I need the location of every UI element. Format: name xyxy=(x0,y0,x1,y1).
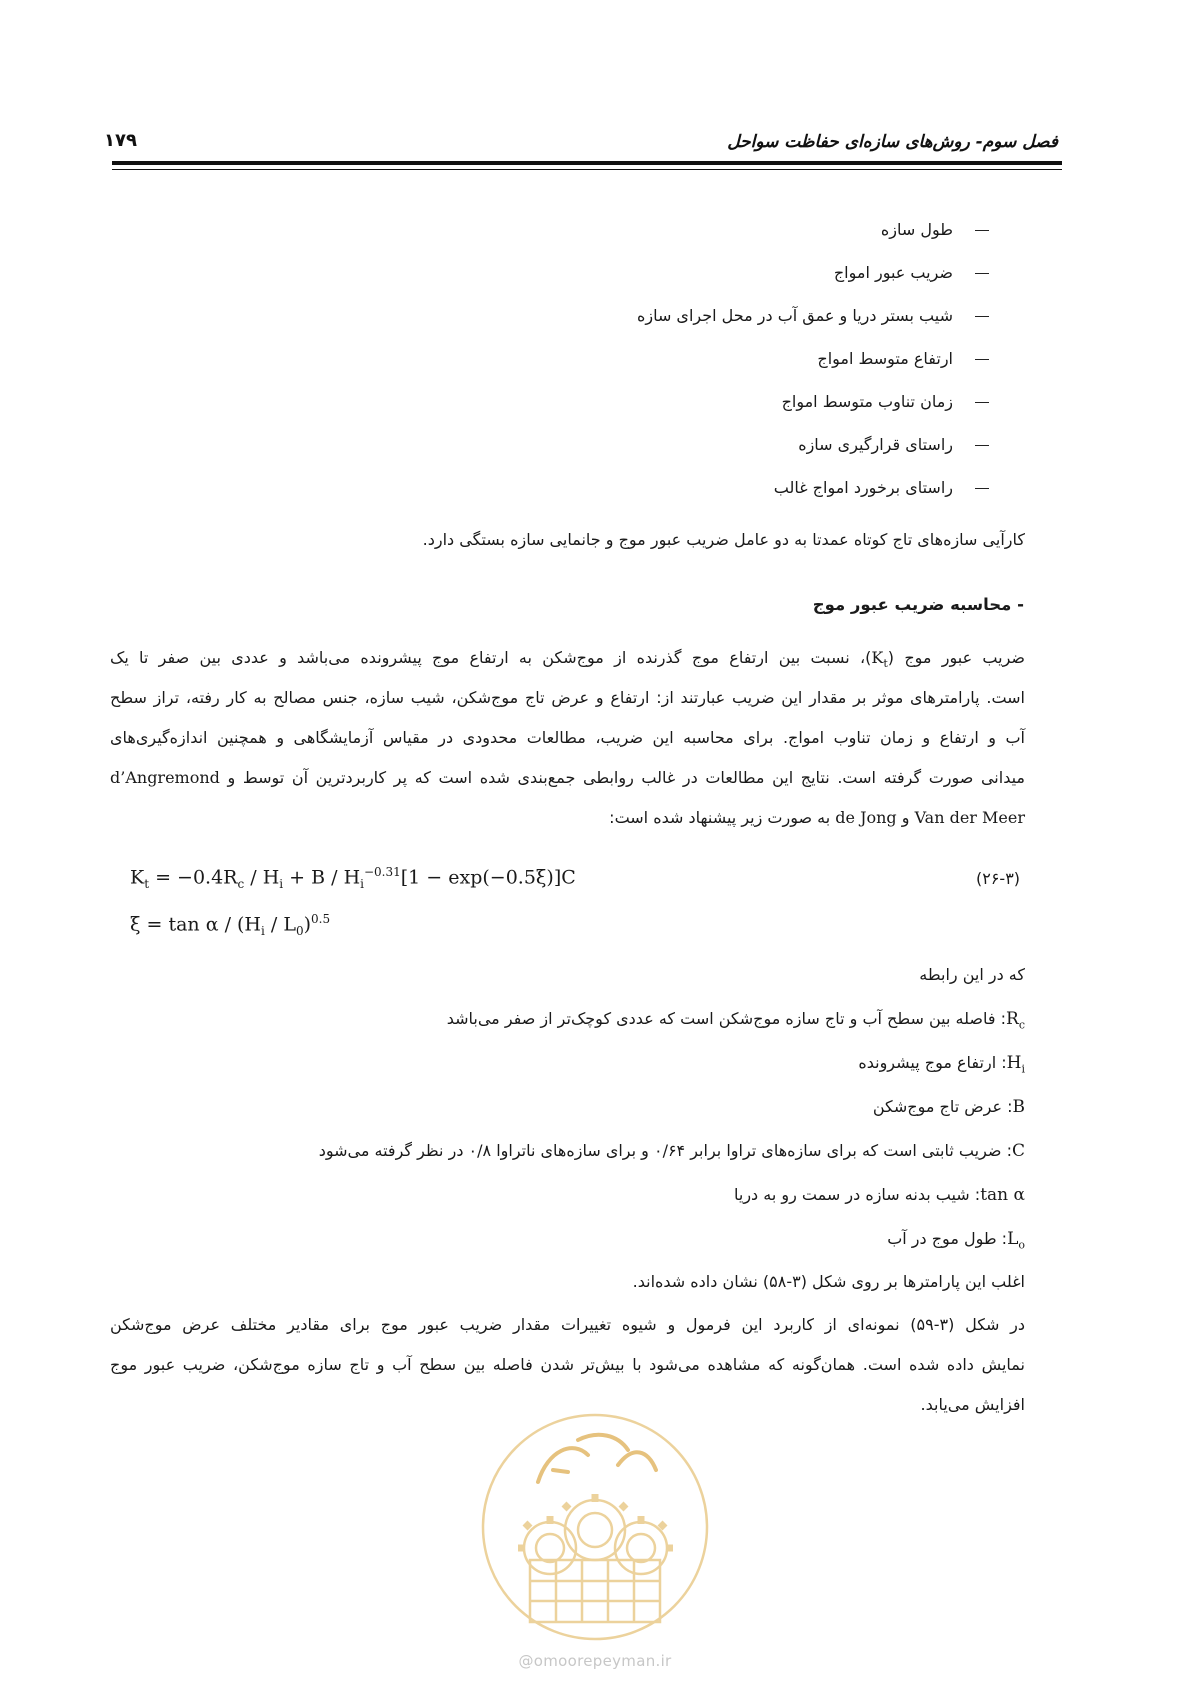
paragraph-line: نمایش داده شده است. همان‌گونه که مشاهده می‌شود با بیش‌تر شدن فاصله بین سطح آب و تاج سازه موج‌شکن، ضریب عبور موج xyxy=(110,1355,1025,1374)
page-number: ۱۷۹ xyxy=(104,130,137,151)
equation-transmission-coefficient: $K_t = -0.4R_c / H_i + B / H_i^{-0.31}[1 - \exp(-0.5\xi)]C$ xyxy=(130,865,576,892)
figure-reference: اغلب این پارامترها بر روی شکل (۳-۵۸) نشان داده شده‌اند. xyxy=(632,1272,1025,1291)
list-item: راستای قرارگیری سازه xyxy=(637,433,989,476)
list-item: راستای برخورد امواج غالب xyxy=(637,476,989,519)
paragraph-line: در شکل (۳-۵۹) نمونه‌ای از کاربرد این فرمول و شیوه تغییرات مقدار ضریب عبور موج برای مقادیر مختلف عرض موج‌شکن xyxy=(110,1315,1026,1334)
list-item: زمان تناوب متوسط امواج xyxy=(637,390,989,433)
equation-surf-similarity: $\xi = \tan \alpha / (H_i / L_0)^{0.5}$ xyxy=(130,912,331,939)
dash-bullet-icon xyxy=(975,445,989,447)
paragraph-line: Van der Meer و de Jong به صورت زیر پیشنهاد شده است: xyxy=(609,808,1025,827)
dash-bullet-icon xyxy=(975,488,989,490)
definition-item: C: ضریب ثابتی است که برای سازه‌های تراوا برابر ۰/۶۴ و برای سازه‌های ناتراوا ۰/۸ در نظر گرفته می‌شود xyxy=(318,1141,1025,1161)
dash-bullet-icon xyxy=(975,402,989,404)
intro-sentence: کارآیی سازه‌های تاج کوتاه عمدتا به دو عامل ضریب عبور موج و جانمایی سازه بستگی دارد. xyxy=(422,530,1025,549)
dash-bullet-icon xyxy=(975,230,989,232)
paragraph-line: است. پارامترهای موثر بر مقدار این ضریب عبارتند از: ارتفاع و عرض تاج موج‌شکن، شیب سازه، جنس مصالح به کار رفته، تراز سطح xyxy=(110,688,1025,707)
paragraph-line: آب و ارتفاع و زمان تناوب امواج. برای محاسبه این ضریب، مطالعات محدودی در مقیاس آزمایشگاهی و همچنین اندازه‌گیری‌های xyxy=(110,728,1025,747)
paragraph-line: میدانی صورت گرفته است. نتایج این مطالعات در غالب روابطی جمع‌بندی شده است که پر کاربردترین آن توسط d’Angremond و xyxy=(110,768,1026,787)
watermark-url: @omoorepeyman.ir xyxy=(518,1652,672,1670)
definition-item: $L_o$: طول موج در آب xyxy=(887,1229,1025,1252)
list-item: ضریب عبور امواج xyxy=(637,261,989,304)
paragraph-line: افزایش می‌یابد. xyxy=(920,1395,1025,1414)
paragraph-line: ضریب عبور موج $(K_t)،$ نسبت بین ارتفاع موج گذرنده از موج‌شکن به ارتفاع موج پیشرونده می‌باشد و عددی بین صفر تا یک xyxy=(110,648,1026,671)
definitions-intro: که در این رابطه xyxy=(919,965,1025,984)
header-rule-thin xyxy=(112,169,1062,170)
list-item: شیب بستر دریا و عمق آب در محل اجرای سازه xyxy=(637,304,989,347)
dash-bullet-icon xyxy=(975,316,989,318)
section-heading: - محاسبه ضریب عبور موج xyxy=(812,595,1024,614)
running-head: فصل سوم- روش‌های سازه‌ای حفاظت سواحل xyxy=(727,132,1058,152)
definition-item: $H_i$: ارتفاع موج پیشرونده xyxy=(858,1053,1025,1076)
watermark-logo xyxy=(478,1410,713,1645)
dash-bullet-icon xyxy=(975,359,989,361)
definition-item: tan α: شیب بدنه سازه در سمت رو به دریا xyxy=(734,1185,1025,1205)
list-item: ارتفاع متوسط امواج xyxy=(637,347,989,390)
list-item: طول سازه xyxy=(637,218,989,261)
dash-bullet-icon xyxy=(975,273,989,275)
equation-number: (۲۶-۳) xyxy=(976,869,1021,888)
parameter-list xyxy=(637,218,989,519)
definition-item: $R_c$: فاصله بین سطح آب و تاج سازه موج‌شکن است که عددی کوچک‌تر از صفر می‌باشد xyxy=(446,1009,1025,1032)
header-rule-thick xyxy=(112,161,1062,165)
definition-item: B: عرض تاج موج‌شکن xyxy=(872,1097,1025,1117)
